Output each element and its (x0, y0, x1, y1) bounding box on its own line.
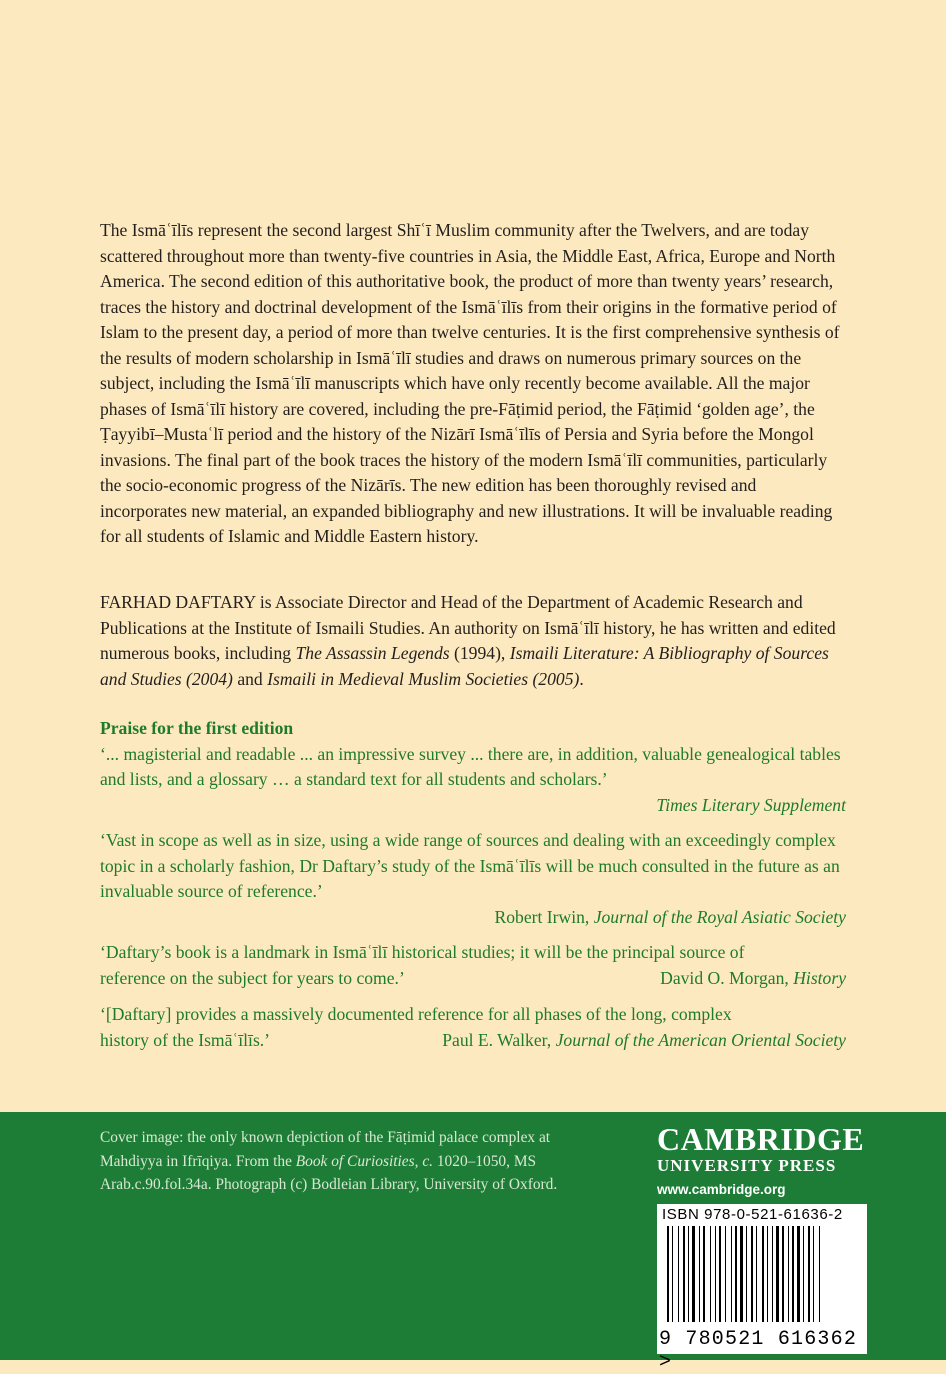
barcode-bar (792, 1226, 794, 1322)
barcode-bar (703, 1226, 705, 1322)
barcode-bar (719, 1226, 721, 1322)
footer-band (0, 1112, 946, 1374)
praise-heading: Praise for the first edition (100, 718, 294, 738)
barcode-bar (751, 1226, 753, 1322)
barcode-bar (688, 1226, 689, 1322)
publisher-name: CAMBRIDGE (657, 1121, 865, 1157)
quote-irwin-source: Robert Irwin, Journal of the Royal Asiatic Society (494, 906, 846, 927)
quote-walker-source: Paul E. Walker, Journal of the American Oriental Society (442, 1029, 846, 1050)
ean-digits: 9 780521 616362 > (659, 1328, 858, 1374)
book-title-ismaili-literature: Ismaili Literature: A Bibliography of Sources and Studies (2004) (100, 643, 829, 689)
isbn-label: ISBN 978-0-521-61636-2 (662, 1206, 843, 1223)
barcode-bar (683, 1226, 685, 1322)
cover-image-credit: Cover image: the only known depiction of the Fāṭimid palace complex at Mahdiyya in Ifrīqiya. From the Book of Curiosities, c. 1020–1050, MS Arab.c.90.fol.34a. Photograph (c) Bodleian Library, University of Oxford. (100, 1129, 558, 1193)
barcode-bar (692, 1226, 695, 1322)
barcode-bar (767, 1226, 768, 1322)
barcode-bar (808, 1226, 810, 1322)
barcode-bar (776, 1226, 779, 1322)
quote-tls: ‘... magisterial and readable ... an impressive survey ... there are, in addition, valuable genealogical tables and lists, and a glossary … a standard text for all students and scholars.’ (100, 743, 841, 789)
barcode-bar (710, 1226, 711, 1322)
barcode-bar (797, 1226, 800, 1322)
barcode-bar (772, 1226, 773, 1322)
publisher-url: www.cambridge.org (657, 1182, 786, 1197)
barcode-bar (813, 1226, 814, 1322)
isbn-barcode (657, 1204, 867, 1374)
quote-tls-source: Times Literary Supplement (656, 794, 846, 815)
barcode-bar (715, 1226, 716, 1322)
barcode-icon (661, 1226, 863, 1326)
barcode-bar (678, 1226, 679, 1322)
barcode-bar (667, 1226, 669, 1322)
author-bio: FARHAD DAFTARY is Associate Director and Head of the Department of Academic Research and Publications at the Institute of Ismaili Studies. An authority on Ismāʿīlī history, he has written and edited numerous books, including The Assassin Legends (1994), Ismaili Literature: A Bibliography of Sources and Studies (2004) and Ismaili in Medieval Muslim Societies (2005). (100, 592, 836, 689)
quote-irwin: ‘Vast in scope as well as in size, using a wide range of sources and dealing with an exceedingly complex topic in a scholarly fashion, Dr Daftary’s study of the Ismāʿīlīs will be much consulted in the future as an invaluable source of reference.’ (100, 830, 840, 901)
barcode-bar (756, 1226, 757, 1322)
barcode-bar (788, 1226, 789, 1322)
barcode-bar (731, 1226, 732, 1322)
barcode-bar (725, 1226, 726, 1322)
barcode-bar (672, 1226, 673, 1322)
barcode-bar (782, 1226, 784, 1322)
barcode-bar (746, 1226, 747, 1322)
barcode-bar (699, 1226, 700, 1322)
quote-walker: ‘[Daftary] provides a massively documented reference for all phases of the long, complex history of the Ismāʿīlīs.’ Paul E. Walker, Journal of the American Oriental Society (100, 1002, 846, 1053)
publisher-subtitle: UNIVERSITY PRESS (657, 1156, 837, 1175)
book-title-medieval-societies: Ismaili in Medieval Muslim Societies (2005) (267, 668, 580, 689)
praise-section (100, 716, 846, 1053)
publisher-logo (657, 1122, 887, 1197)
quote-morgan: ‘Daftary’s book is a landmark in Ismāʿīlī historical studies; it will be the principal source of reference on the subject for years to come.’ David O. Morgan, History (100, 940, 846, 991)
barcode-bar (803, 1226, 804, 1322)
quote-morgan-source: David O. Morgan, History (660, 967, 846, 988)
barcode-bar (740, 1226, 743, 1322)
barcode-bar (735, 1226, 737, 1322)
book-title-assassin-legends: The Assassin Legends (295, 643, 450, 663)
barcode-bar (819, 1226, 820, 1322)
book-description: The Ismāʿīlīs represent the second largest Shīʿī Muslim community after the Twelvers, and are today scattered throughout more than twenty-five countries in Asia, the Middle East, Africa, Europe and North America. The second edition of this authoritative book, the product of more than twenty years’ research, traces the history and doctrinal development of the Ismāʿīlīs from their origins in the formative period of Islam to the present day, a period of more than twelve centuries. It is the first comprehensive synthesis of the results of modern scholarship in Ismāʿīlī studies and draws on numerous primary sources on the subject, including the Ismāʿīlī manuscripts which have only recently become available. All the major phases of Ismāʿīlī history are covered, including the pre-Fāṭimid period, the Fāṭimid ‘golden age’, the Ṭayyibī–Mustaʿlī period and the history of the Nizārī Ismāʿīlīs of Persia and Syria before the Mongol invasions. The final part of the book traces the history of the modern Ismāʿīlī communities, particularly the socio-economic progress of the Nizārīs. The new edition has been thoroughly revised and incorporates new material, an expanded bibliography and new illustrations. It will be invaluable reading for all students of Islamic and Middle Eastern history. (100, 220, 840, 546)
barcode-bar (762, 1226, 764, 1322)
